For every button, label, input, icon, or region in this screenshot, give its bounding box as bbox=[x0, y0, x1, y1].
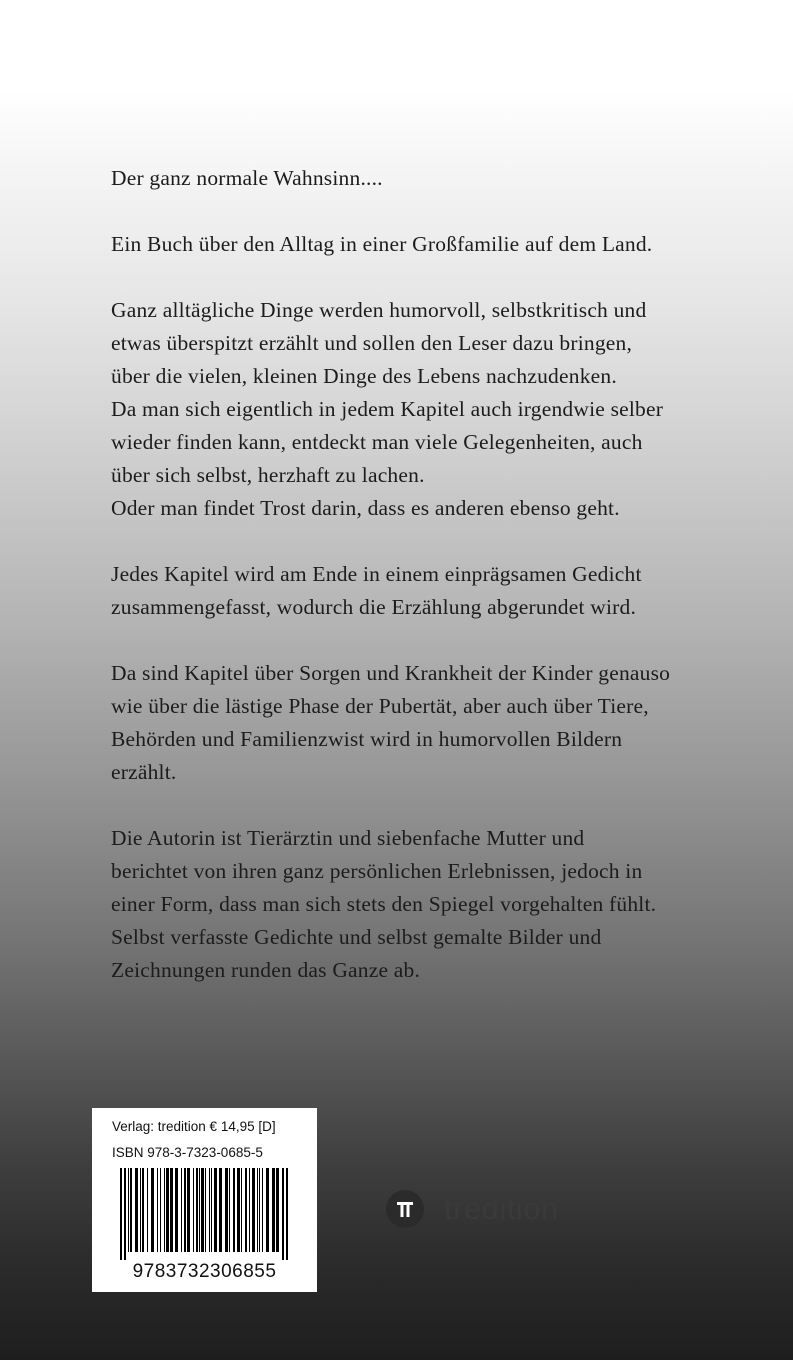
publisher-price: Verlag: tredition € 14,95 [D] bbox=[112, 1119, 276, 1134]
publisher-name: tredition bbox=[444, 1191, 559, 1226]
barcode-digits: 9783732306855 bbox=[132, 1261, 277, 1282]
barcode-icon bbox=[120, 1168, 290, 1260]
blurb-paragraph-5: Da sind Kapitel über Sorgen und Krankheit der Kinder genauso wie über die lästige Phase der Pubertät, aber auch über Tiere, Behörden und Familienzwist wird in humorvollen Bildern erzählt. bbox=[111, 661, 671, 784]
back-cover-blurb bbox=[111, 162, 771, 987]
blurb-paragraph-1: Der ganz normale Wahnsinn.... bbox=[111, 166, 383, 190]
isbn-text: ISBN 978-3-7323-0685-5 bbox=[112, 1145, 263, 1160]
blurb-paragraph-3: Ganz alltägliche Dinge werden humorvoll, selbstkritisch und etwas überspitzt erzählt und sollen den Leser dazu bringen, über die vielen, kleinen Dinge des Lebens nachzudenken. Da man sich eigentlich in jedem Kapitel auch irgendwie selber wieder finden kann, entdeckt man viele Gelegenheiten, auch über sich selbst, herzhaft zu lachen. Oder man findet Trost darin, dass es anderen ebenso geht. bbox=[111, 298, 664, 520]
blurb-paragraph-6: Die Autorin ist Tierärztin und siebenfache Mutter und berichtet von ihren ganz persönlichen Erlebnissen, jedoch in einer Form, dass man sich stets den Spiegel vorgehalten fühlt. Selbst verfasste Gedichte und selbst gemalte Bilder und Zeichnungen runden das Ganze ab. bbox=[111, 826, 657, 982]
publisher-logo bbox=[386, 1188, 559, 1230]
barcode-box bbox=[92, 1108, 317, 1292]
blurb-paragraph-4: Jedes Kapitel wird am Ende in einem einprägsamen Gedicht zusammengefasst, wodurch die Erzählung abgerundet wird. bbox=[111, 562, 642, 619]
tredition-logo-icon bbox=[386, 1190, 424, 1228]
blurb-paragraph-2: Ein Buch über den Alltag in einer Großfamilie auf dem Land. bbox=[111, 232, 653, 256]
